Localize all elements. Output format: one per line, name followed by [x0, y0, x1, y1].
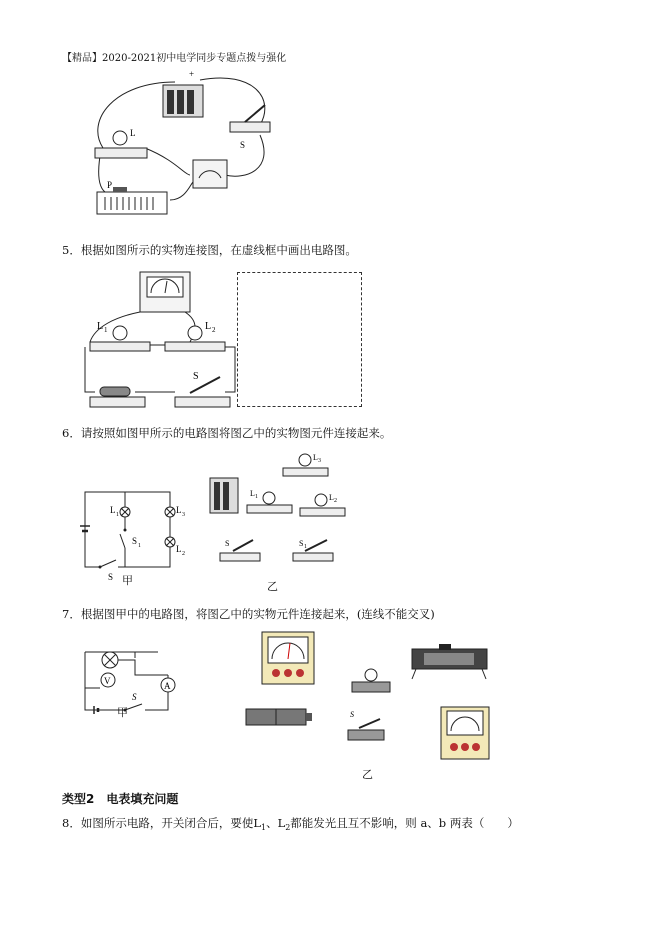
question-7: 7．根据图甲中的电路图，将图乙中的实物元件连接起来，(连线不能交叉) — [62, 607, 435, 621]
lamp-icon — [95, 128, 147, 158]
svg-text:3: 3 — [318, 458, 321, 464]
question-8: 8．如图所示电路，开关闭合后，要使$L_1$、$L_2$都能发光且互不影响，则 a、b 两表（ ） — [62, 816, 519, 832]
svg-text:L: L — [250, 489, 255, 498]
svg-text:2: 2 — [182, 551, 185, 557]
lamp-l2-icon — [165, 321, 225, 351]
svg-text:L: L — [329, 493, 334, 502]
svg-text:S: S — [225, 539, 230, 548]
lamp-l3-icon — [283, 453, 328, 476]
svg-text:A: A — [164, 681, 171, 691]
svg-text:L: L — [130, 128, 136, 138]
voltmeter-icon — [140, 272, 190, 312]
lamp-l1-icon — [247, 489, 292, 513]
svg-text:S: S — [132, 692, 137, 702]
top-circuit-figure — [75, 60, 275, 230]
svg-text:V: V — [104, 676, 111, 686]
q7-physical-yi — [244, 627, 494, 762]
svg-text:1: 1 — [138, 543, 141, 549]
svg-text:S: S — [108, 572, 114, 582]
switch-icon — [348, 710, 384, 740]
svg-text:L: L — [313, 453, 318, 462]
switch-s1-icon — [293, 539, 333, 561]
svg-text:S: S — [240, 140, 246, 150]
svg-text:S: S — [350, 710, 354, 719]
caption-jia-q6: 甲 — [122, 574, 133, 587]
svg-text:2: 2 — [212, 326, 216, 334]
question-5: 5．根据如图所示的实物连接图，在虚线框中画出电路图。 — [62, 243, 357, 257]
switch-icon — [175, 371, 230, 407]
caption-yi-q6: 乙 — [267, 580, 278, 593]
section-title: 类型2 电表填充问题 — [62, 792, 179, 806]
ammeter-icon — [441, 707, 489, 759]
battery-icon — [210, 478, 238, 513]
lamp-icon — [352, 669, 390, 692]
svg-text:1: 1 — [116, 512, 119, 518]
battery-icon — [163, 69, 203, 117]
svg-text:L: L — [97, 321, 104, 332]
svg-text:L: L — [176, 505, 182, 515]
svg-text:S: S — [193, 371, 199, 382]
svg-text:L: L — [176, 544, 182, 554]
q6-schematic-jia — [80, 482, 190, 590]
svg-text:S: S — [132, 536, 138, 546]
rheostat-icon — [97, 180, 167, 214]
lamp-l1-icon — [90, 321, 150, 351]
battery-icon — [90, 387, 145, 407]
q5-circuit-figure — [75, 267, 245, 412]
rheostat-icon — [412, 644, 487, 679]
caption-yi-q7: 乙 — [362, 768, 373, 781]
svg-text:1: 1 — [304, 544, 307, 550]
svg-text:1: 1 — [104, 326, 108, 334]
svg-text:+: + — [189, 69, 195, 79]
svg-text:L: L — [110, 505, 116, 515]
svg-text:L: L — [205, 321, 212, 332]
switch-icon — [230, 105, 270, 150]
page-header: 【精品】2020-2021初中电学同步专题点拨与强化 — [62, 53, 287, 64]
q7-schematic-jia — [80, 640, 190, 718]
ammeter-icon — [193, 160, 227, 188]
answer-box-dashed — [237, 272, 362, 407]
question-6: 6．请按照如图甲所示的电路图将图乙中的实物图元件连接起来。 — [62, 426, 392, 440]
svg-text:3: 3 — [182, 512, 185, 518]
svg-text:1: 1 — [255, 494, 258, 500]
lamp-l2-icon — [300, 493, 345, 516]
svg-text:S: S — [299, 539, 304, 548]
voltmeter-icon — [262, 632, 314, 684]
battery-icon — [246, 709, 312, 725]
svg-text:2: 2 — [334, 498, 337, 504]
caption-jia-q7: 甲 — [117, 706, 128, 719]
svg-text:P: P — [107, 180, 113, 190]
q6-physical-yi — [205, 448, 350, 573]
switch-s-icon — [220, 539, 260, 561]
